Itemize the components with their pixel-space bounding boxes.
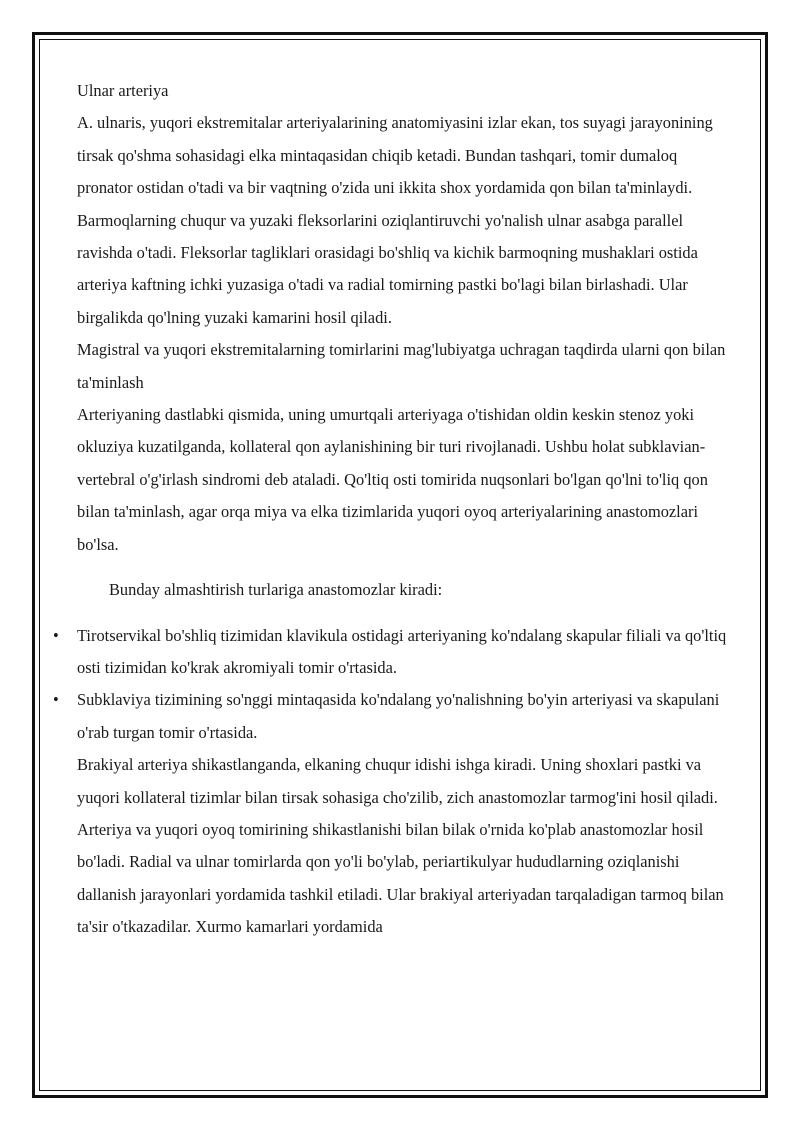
list-item <box>53 620 727 685</box>
bullet-list <box>53 620 727 750</box>
document-body <box>53 75 727 944</box>
list-item-text: Tirotservikal bo'shliq tizimidan klavikula ostidagi arteriyaning ko'ndalang skapular filiali va qo'ltiq osti tizimidan ko'krak akromiyali tomir o'rtasida. <box>77 625 727 677</box>
paragraph-4: Brakiyal arteriya shikastlanganda, elkaning chuqur idishi ishga kiradi. Uning shoxlari pastki va yuqori kollateral tizimlar bilan tirsak sohasiga cho'zilib, zich anastomozlar tarmog'ini hosil qiladi. <box>77 755 718 807</box>
indented-paragraph: Bunday almashtirish turlariga anastomozlar kiradi: <box>109 580 443 600</box>
paragraph-2: Magistral va yuqori ekstremitalarning tomirlarini mag'lubiyatga uchragan taqdirda ularni qon bilan ta'minlash <box>77 340 726 392</box>
bullet-icon: • <box>53 625 59 645</box>
list-item-text: Subklaviya tizimining so'nggi mintaqasida ko'ndalang yo'nalishning bo'yin arteriyasi va skapulani o'rab turgan tomir o'rtasida. <box>77 690 720 742</box>
paragraph-5: Arteriya va yuqori oyoq tomirining shikastlanishi bilan bilak o'rnida ko'plab anastomozlar hosil bo'ladi. Radial va ulnar tomirlarda qon yo'li bo'ylab, periartikulyar hududlarning oziqlanishi dallanish jarayonlari yordamida tashkil etiladi. Ular brakiyal arteriyadan tarqaladigan tarmoq bilan ta'sir o'tkazadilar. Xurmo kamarlari yordamida <box>77 819 724 937</box>
paragraph-1: A. ulnaris, yuqori ekstremitalar arteriyalarining anatomiyasini izlar ekan, tos suyagi jarayonining tirsak qo'shma sohasidagi elka mintaqasidan chiqib ketadi. Bundan tashqari, tomir dumaloq pronator ostidan o'tadi va bir vaqtning o'zida uni ikkita shox yordamida qon bilan ta'minlaydi. Barmoqlarning chuqur va yuzaki fleksorlarini oziqlantiruvchi yo'nalish ulnar asabga parallel ravishda o'tadi. Fleksorlar tagliklari orasidagi bo'shliq va kichik barmoqning mushaklari ostida arteriya kaftning ichki yuzasiga o'tadi va radial tomirning pastki bo'lagi bilan birlashadi. Ular birgalikda qo'lning yuzaki kamarini hosil qiladi. <box>77 113 713 327</box>
bullet-icon: • <box>53 690 59 710</box>
paragraph-3: Arteriyaning dastlabki qismida, uning umurtqali arteriyaga o'tishidan oldin keskin stenoz yoki okluziya kuzatilganda, kollateral qon aylanishining bir turi rivojlanadi. Ushbu holat subklavian-vertebral o'g'irlash sindromi deb ataladi. Qo'ltiq osti tomirida nuqsonlari bo'lgan qo'lni to'liq qon bilan ta'minlash, agar orqa miya va elka tizimlarida yuqori oyoq arteriyalarining anastomozlari bo'lsa. <box>77 405 708 554</box>
list-item <box>53 684 727 749</box>
document-title: Ulnar arteriya <box>77 81 169 100</box>
